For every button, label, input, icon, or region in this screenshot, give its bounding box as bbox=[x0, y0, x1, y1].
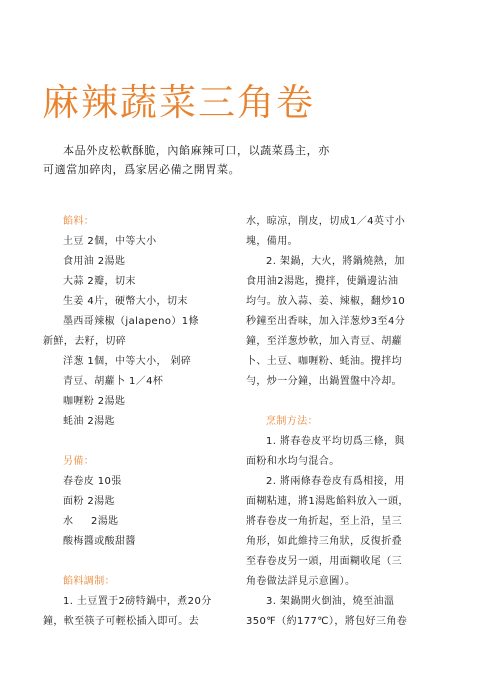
ingredient-item: 生姜 4片，硬幣大小，切末 bbox=[63, 296, 188, 307]
method-line: 將春卷皮一角折起，至上沿，呈三 bbox=[246, 516, 402, 527]
filling-prep-line: 塊，備用。 bbox=[246, 236, 298, 247]
intro-paragraph bbox=[43, 141, 443, 179]
intro-line: 本品外皮松軟酥脆，內餡麻辣可口，以蔬菜爲主，亦 bbox=[63, 144, 330, 157]
left-column bbox=[43, 212, 238, 632]
ingredients-heading: 餡料： bbox=[63, 216, 95, 227]
extras-item: 酸梅醬或酸甜醬 bbox=[63, 536, 136, 547]
filling-prep-line: 卜、土豆、咖喱粉、蚝油。攪拌均 bbox=[246, 356, 402, 367]
ingredient-item: 大蒜 2瓣，切末 bbox=[63, 276, 136, 287]
ingredient-item: 青豆、胡蘿卜 1／4杯 bbox=[63, 376, 164, 387]
method-heading: 烹制方法： bbox=[266, 416, 318, 427]
method-line: 角形，如此維持三角狀，反復折叠 bbox=[246, 536, 402, 547]
filling-prep-line: 鐘，軟至筷子可輕松插入即可。去 bbox=[43, 616, 199, 627]
ingredient-item-continued: 新鮮，去籽，切碎 bbox=[43, 336, 127, 347]
right-column bbox=[246, 212, 441, 632]
method-line: 2. 將兩條春卷皮有爲相接，用 bbox=[266, 476, 405, 487]
filling-prep-line: 1. 土豆置于2磅特鍋中，煮20分 bbox=[63, 596, 212, 607]
method-line: 至春卷皮另一頭，用面糊收尾（三 bbox=[246, 556, 402, 567]
filling-prep-line: 2. 架鍋，大火，將鍋燒熱，加 bbox=[266, 256, 405, 267]
extras-heading: 另備： bbox=[63, 456, 95, 467]
extras-item: 面粉 2湯匙 bbox=[63, 496, 115, 507]
ingredient-item: 蚝油 2湯匙 bbox=[63, 416, 115, 427]
method-line: 3. 架鍋開火倒油，燒至油溫 bbox=[266, 596, 395, 607]
ingredient-item: 墨西哥辣椒（jalapeno）1條 bbox=[63, 316, 199, 327]
method-line: 1. 將春卷皮平均切爲三條，與 bbox=[266, 436, 405, 447]
filling-prep-line: 食用油2湯匙，攪拌，使鍋邊沾油 bbox=[246, 276, 399, 287]
ingredient-item: 咖喱粉 2湯匙 bbox=[63, 396, 126, 407]
method-line: 350℉（約177℃），將包好三角卷 bbox=[246, 616, 408, 627]
filling-prep-line: 水，晾凉，削皮，切成1／4英寸小 bbox=[246, 216, 406, 227]
filling-prep-line: 均勻。放入蒜、姜、辣椒，翻炒10 bbox=[246, 296, 406, 307]
intro-line: 可適當加碎肉，爲家居必備之開胃菜。 bbox=[43, 163, 241, 176]
extras-item: 水 2湯匙 bbox=[63, 516, 119, 527]
page-title: 麻辣蔬菜三角卷 bbox=[42, 81, 315, 124]
method-line: 面粉和水均勻混合。 bbox=[246, 456, 340, 467]
filling-prep-heading: 餡料調制： bbox=[63, 576, 115, 587]
method-line: 角卷做法詳見示意圖）。 bbox=[246, 576, 356, 587]
method-line: 面糊粘連，將1湯匙餡料放入一頭， bbox=[246, 496, 409, 507]
filling-prep-line: 秒鐘至出香味，加入洋葱炒3至4分 bbox=[246, 316, 406, 327]
filling-prep-line: 鐘，至洋葱炒軟，加入青豆、胡蘿 bbox=[246, 336, 402, 347]
ingredient-item: 食用油 2湯匙 bbox=[63, 256, 126, 267]
ingredient-item: 土豆 2個，中等大小 bbox=[63, 236, 157, 247]
filling-prep-line: 勻，炒一分鐘，出鍋置盤中冷却。 bbox=[246, 376, 402, 387]
extras-item: 春卷皮 10張 bbox=[63, 476, 122, 487]
ingredient-item: 洋葱 1個，中等大小， 剁碎 bbox=[63, 356, 192, 367]
